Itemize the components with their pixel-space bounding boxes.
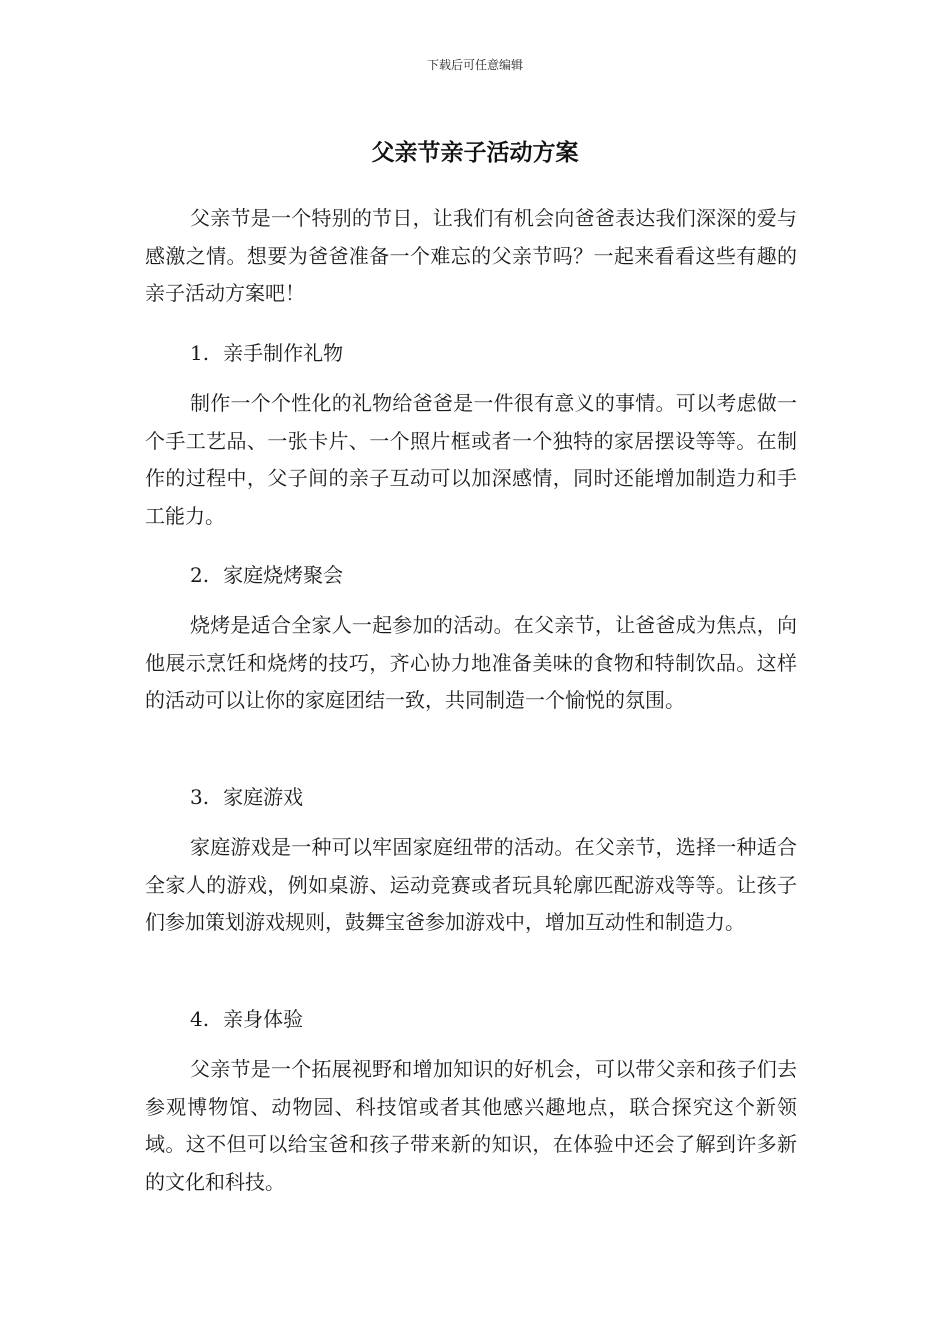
section-number: 2.	[190, 563, 210, 587]
section-number: 4.	[190, 1007, 210, 1031]
section-title: 家庭烧烤聚会	[223, 563, 344, 587]
document-title: 父亲节亲子活动方案	[371, 140, 579, 166]
section-body-3: 家庭游戏是一种可以牢固家庭纽带的活动。在父亲节，选择一种适合全家人的游戏，例如桌游、运动竞赛或者玩具轮廓匹配游戏等等。让孩子们参加策划游戏规则，鼓舞宝爸参加游戏中，增加互动性和制造力。	[145, 835, 797, 934]
section-number: 3.	[190, 785, 210, 809]
section-body-2: 烧烤是适合全家人一起参加的活动。在父亲节，让爸爸成为焦点，向他展示烹饪和烧烤的技巧，齐心协力地准备美味的食物和特制饮品。这样的活动可以让你的家庭团结一致，共同制造一个愉悦的氛围。	[145, 613, 797, 712]
section-body-4: 父亲节是一个拓展视野和增加知识的好机会，可以带父亲和孩子们去参观博物馆、动物园、科技馆或者其他感兴趣地点，联合探究这个新领域。这不但可以给宝爸和孩子带来新的知识，在体验中还会了解到许多新的文化和科技。	[145, 1057, 797, 1194]
section-heading-1	[190, 338, 343, 368]
section-heading-2	[190, 560, 343, 590]
section-title: 亲手制作礼物	[223, 341, 344, 365]
section-title: 家庭游戏	[223, 785, 304, 809]
header-note: 下载后可任意编辑	[426, 58, 523, 72]
section-number: 1.	[190, 341, 210, 365]
section-body-1: 制作一个个性化的礼物给爸爸是一件很有意义的事情。可以考虑做一个手工艺品、一张卡片、一个照片框或者一个独特的家居摆设等等。在制作的过程中，父子间的亲子互动可以加深感情，同时还能增加制造力和手工能力。	[145, 391, 797, 528]
section-heading-4	[190, 1004, 303, 1034]
section-title: 亲身体验	[223, 1007, 304, 1031]
section-heading-3	[190, 782, 303, 812]
intro-paragraph: 父亲节是一个特别的节日，让我们有机会向爸爸表达我们深深的爱与感激之情。想要为爸爸准备一个难忘的父亲节吗？一起来看看这些有趣的亲子活动方案吧！	[145, 206, 797, 305]
